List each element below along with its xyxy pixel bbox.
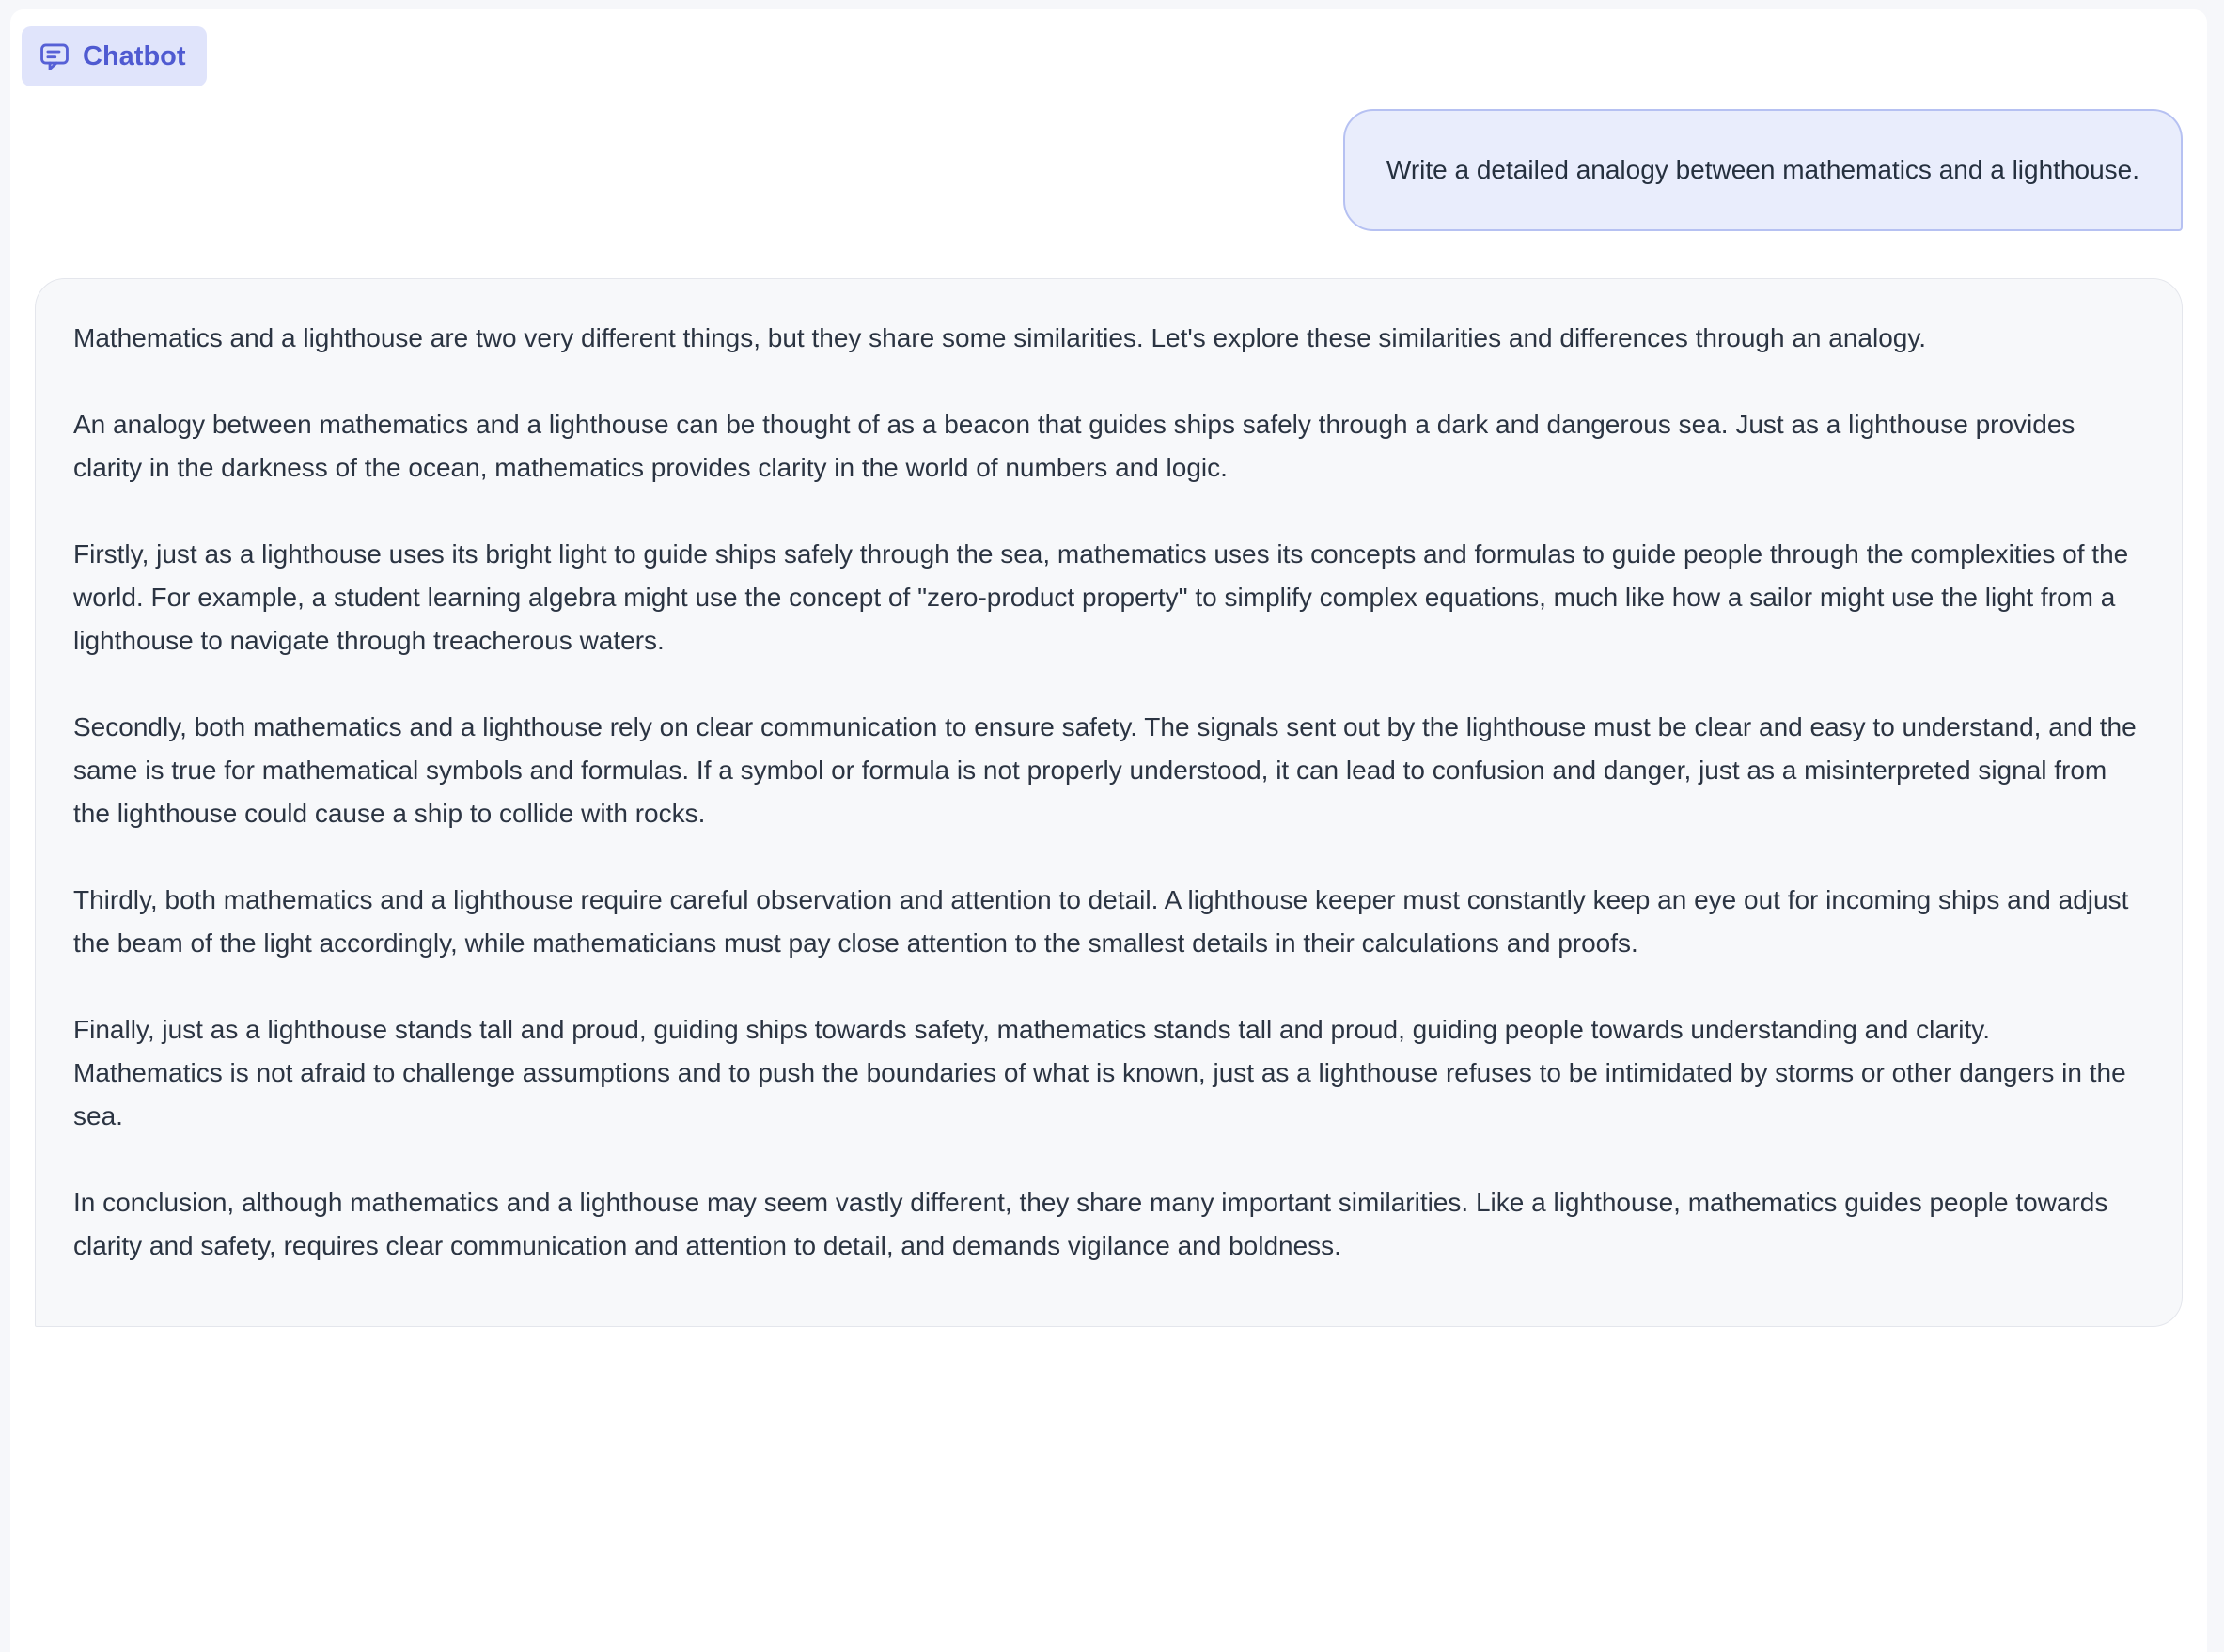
chatbot-label: Chatbot [83,40,186,71]
chatbot-label-badge [22,26,207,86]
chat-bubble-icon [39,40,70,72]
bot-paragraph: An analogy between mathematics and a lighthouse can be thought of as a beacon that guides ships safely through a dark and dangerous sea. Just as a lighthouse provides clarity in the darkness of the ocean, mathematics provides clarity in the world of numbers and logic. [73,410,2075,482]
bot-message-bubble [35,278,2183,1327]
bot-paragraph: Mathematics and a lighthouse are two very different things, but they share some similarities. Let's explore these similarities and differences through an analogy. [73,323,1927,352]
bot-paragraph: Secondly, both mathematics and a lighthouse rely on clear communication to ensure safety. The signals sent out by the lighthouse must be clear and easy to understand, and the same is true for mathematical symbols and formulas. If a symbol or formula is not properly understood, it can lead to confusion and danger, just as a misinterpreted signal from the lighthouse could cause a ship to collide with rocks. [73,712,2137,828]
bot-paragraph: Firstly, just as a lighthouse uses its bright light to guide ships safely through the sea, mathematics uses its concepts and formulas to guide people through the complexities of the world. For example, a student learning algebra might use the concept of "zero-product property" to simplify complex equations, much like how a sailor might use the light from a lighthouse to navigate through treacherous waters. [73,539,2129,655]
bot-paragraph: Finally, just as a lighthouse stands tall and proud, guiding ships towards safety, mathematics stands tall and proud, guiding people towards understanding and clarity. Mathematics is not afraid to challenge assumptions and to push the boundaries of what is known, just as a lighthouse refuses to be intimidated by storms or other dangers in the sea. [73,1015,2126,1130]
chatbot-panel [10,9,2207,1652]
bot-paragraph: Thirdly, both mathematics and a lighthouse require careful observation and attention to detail. A lighthouse keeper must constantly keep an eye out for incoming ships and adjust the beam of the light accordingly, while mathematicians must pay close attention to the smallest details in their calculations and proofs. [73,885,2129,958]
user-message-row [35,109,2183,231]
user-message-bubble: Write a detailed analogy between mathematics and a lighthouse. [1343,109,2183,231]
bot-paragraph: In conclusion, although mathematics and a lighthouse may seem vastly different, they share many important similarities. Like a lighthouse, mathematics guides people towards clarity and safety, requires clear communication and attention to detail, and demands vigilance and boldness. [73,1188,2108,1260]
bot-message-row [35,278,2183,1327]
chat-window[interactable] [10,109,2207,1327]
